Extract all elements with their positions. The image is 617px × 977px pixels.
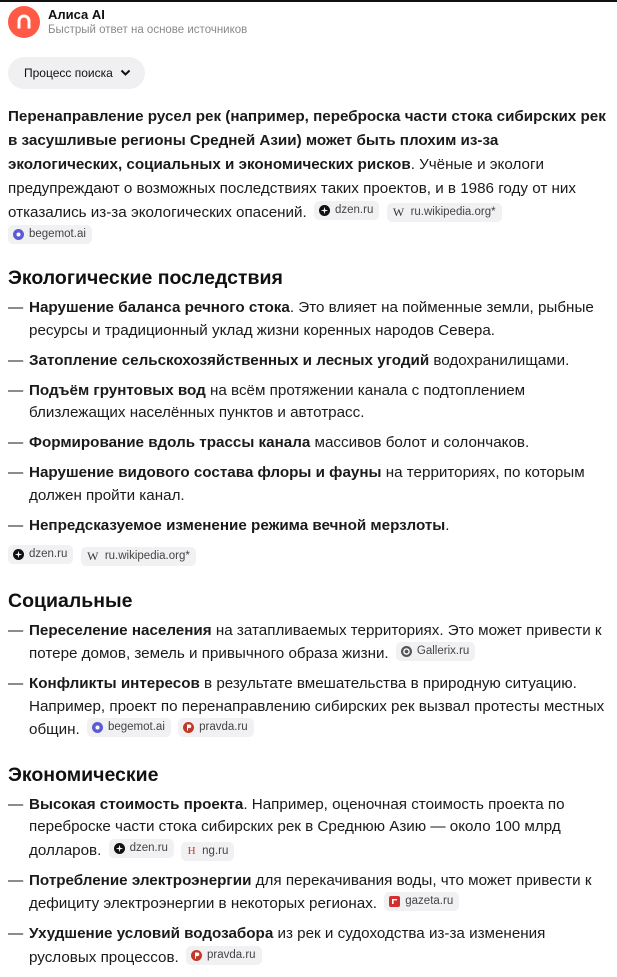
- section-social: [8, 588, 608, 742]
- chevron-down-icon: [120, 69, 131, 77]
- section-ecology: [8, 265, 608, 566]
- source-chip[interactable]: dzen.ru: [109, 839, 174, 858]
- list-item: — Нарушение видового состава флоры и фауны на территориях, по которым должен пройти канал.: [8, 462, 608, 507]
- answer-content: [8, 105, 608, 977]
- ecology-sources: [8, 545, 608, 566]
- gallerix-icon: [401, 646, 412, 657]
- list-item: — Нарушение баланса речного стока. Это влияет на пойменные земли, рыбные ресурсы и традиционный уклад жизни коренных народов Севера.: [8, 297, 608, 342]
- source-chip[interactable]: Gallerix.ru: [396, 642, 475, 661]
- intro-bold: Перенаправление русел рек (например, переброска части стока сибирских рек в засушливые регионы Средней Азии) может быть плохим из-за экологических, социальных и экономических рисков: [8, 108, 606, 173]
- source-chip[interactable]: pravda.ru: [178, 718, 254, 737]
- list-item: — Высокая стоимость проекта. Например, оценочная стоимость проекта по переброске части стока сибирских рек в Среднюю Азию — около 100 млрд долларов. dzen.ru Н ng.ru: [8, 794, 608, 863]
- dzen-icon: [13, 549, 24, 560]
- list-item: — Переселение населения на затапливаемых территориях. Это может привести к потере домов, земель и привычного образа жизни. Gallerix.ru: [8, 620, 608, 666]
- begemot-icon: [92, 722, 103, 733]
- alice-logo-icon: [8, 6, 40, 38]
- source-chip[interactable]: dzen.ru: [8, 545, 73, 564]
- ng-icon: Н: [187, 844, 196, 857]
- gazeta-icon: [389, 896, 400, 907]
- top-border: [0, 0, 617, 2]
- list-item: — Непредсказуемое изменение режима вечной мерзлоты.: [8, 515, 608, 538]
- section-title: Экологические последствия: [8, 267, 283, 289]
- source-chip[interactable]: W ru.wikipedia.org*: [387, 203, 502, 222]
- intro-paragraph: [8, 105, 608, 249]
- dzen-icon: [319, 205, 330, 216]
- search-process-button[interactable]: [8, 57, 145, 89]
- source-chip[interactable]: dzen.ru: [314, 201, 379, 220]
- begemot-icon: [13, 229, 24, 240]
- section-economic: [8, 762, 608, 970]
- header: [8, 6, 247, 38]
- intro-text: . Учёные и экологи предупреждают о возможных последствиях таких проектов, и в 1986 году от них отказались из-за экологических опасений.: [8, 156, 576, 221]
- app-title: Алиса AI: [48, 7, 105, 22]
- section-title: Экономические: [8, 763, 159, 786]
- source-chip[interactable]: gazeta.ru: [384, 892, 459, 911]
- wikipedia-icon: W: [392, 205, 405, 219]
- source-chip[interactable]: pravda.ru: [186, 946, 262, 965]
- dzen-icon: [114, 843, 125, 854]
- list-item: — Конфликты интересов в результате вмешательства в природную ситуацию. Например, проект по перенаправлению сибирских рек вызвал протесты местных общин. begemot.ai pravda.ru: [8, 673, 608, 742]
- wikipedia-icon: W: [87, 548, 99, 563]
- source-chip[interactable]: Н ng.ru: [181, 842, 234, 861]
- pravda-icon: [191, 950, 202, 961]
- source-chip[interactable]: begemot.ai: [8, 225, 92, 244]
- source-chip[interactable]: begemot.ai: [87, 718, 171, 737]
- section-title: Социальные: [8, 589, 133, 612]
- list-item: — Потребление электроэнергии для перекачивания воды, что может привести к дефициту электроэнергии в некоторых регионах. gazeta.ru: [8, 870, 608, 916]
- source-chip[interactable]: W ru.wikipedia.org*: [81, 547, 196, 566]
- list-item: — Затопление сельскохозяйственных и лесных угодий водохранилищами.: [8, 350, 608, 373]
- app-subtitle: Быстрый ответ на основе источников: [48, 24, 248, 36]
- pravda-icon: [183, 722, 194, 733]
- list-item: — Подъём грунтовых вод на всём протяжении канала с подтоплением близлежащих населённых пунктов и автотрасс.: [8, 380, 608, 425]
- list-item: — Формирование вдоль трассы канала массивов болот и солончаков.: [8, 432, 608, 455]
- list-item: — Ухудшение условий водозабора из рек и судоходства из-за изменения русловых процессов. pravda.ru: [8, 923, 608, 969]
- search-process-label: Процесс поиска: [24, 66, 113, 80]
